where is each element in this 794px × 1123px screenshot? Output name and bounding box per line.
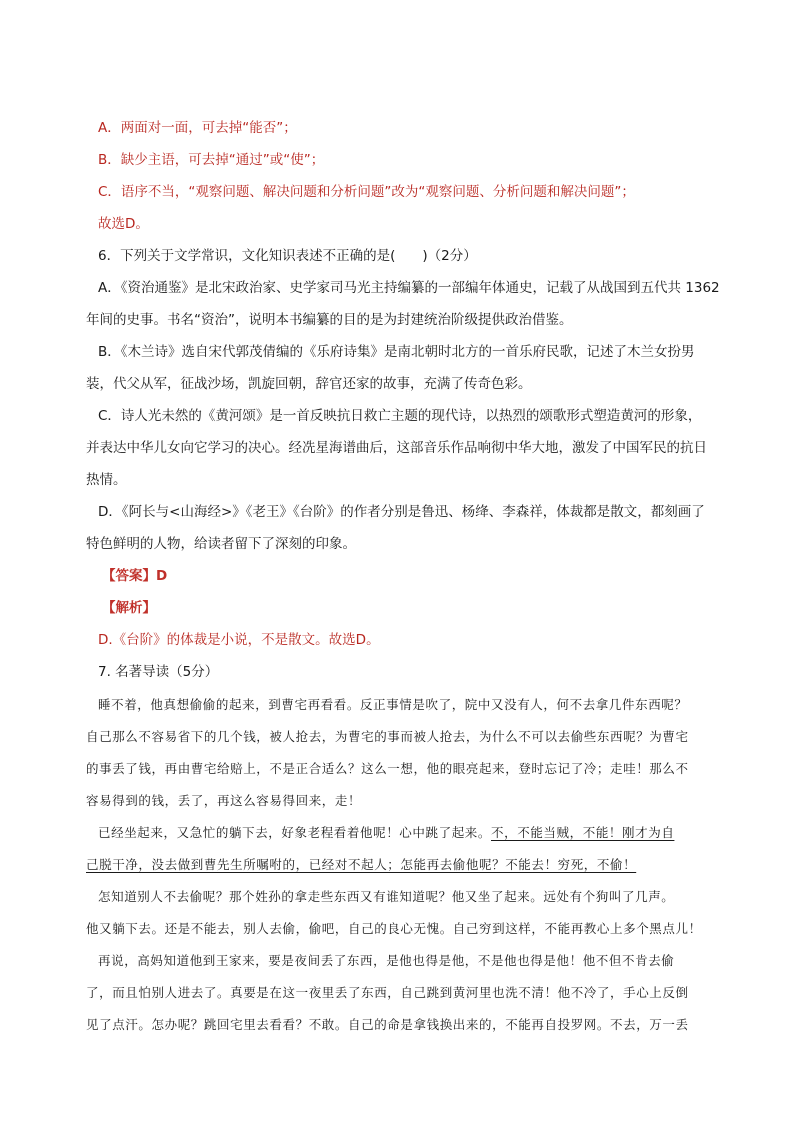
- q7-p1-line2: 自己那么不容易省下的几个钱，被人抢去，为曹宅的事而被人抢去，为什么不可以去偷些东西呢？为曹宅: [86, 728, 689, 744]
- q6-option-b-line2: 装，代父从军，征战沙场，凯旋回朝，辞官还家的故事，充满了传奇色彩。: [86, 375, 532, 392]
- prev-option-b: B．缺少主语，可去掉“通过”或“使”；: [98, 151, 325, 168]
- q7-p1-line1: 睡不着，他真想偷偷的起来，到曹宅再看看。反正事情是吹了，院中又没有人，何不去拿几件东西呢？: [98, 696, 688, 712]
- q6-option-c-line2: 并表达中华儿女向它学习的决心。经冼星海谱曲后，这部音乐作品响彻中华大地，激发了中国军民的抗日: [86, 439, 707, 456]
- q6-option-a-line1: A．《资治通鉴》是北宋政治家、史学家司马光主持编纂的一部编年体通史，记载了从战国到五代共 1362: [98, 279, 720, 296]
- prev-option-c: C．语序不当，“观察问题、解决问题和分析问题”改为“观察问题、分析问题和解决问题”；: [98, 183, 635, 200]
- q7-p4-line2: 了，而且怕别人进去了。真要是在这一夜里丢了东西，自己跳到黄河里也洗不清！他不冷了，手心上反倒: [86, 984, 689, 1000]
- q6-option-b-line1: B．《木兰诗》选自宋代郭茂倩编的《乐府诗集》是南北朝时北方的一首乐府民歌，记述了木兰女扮男: [98, 343, 695, 360]
- q6-stem: 6．下列关于文学常识，文化知识表述不正确的是( )（2分）: [98, 247, 477, 264]
- q6-analysis-label: 【解析】: [102, 599, 156, 616]
- q7-stem: 7. 名著导读（5分）: [98, 663, 219, 680]
- q6-option-d-line2: 特色鲜明的人物，给读者留下了深刻的印象。: [86, 535, 356, 552]
- q7-p3-line1: 怎知道别人不去偷呢？那个姓孙的拿走些东西又有谁知道呢？他又坐了起来。远处有个狗叫了几声。: [98, 888, 675, 904]
- q7-p2-line1-underlined: 不，不能当贼，不能！刚才为自: [491, 824, 675, 840]
- q7-p4-line3: 见了点汗。怎办呢？跳回宅里去看看？不敢。自己的命是拿钱换出来的，不能再自投罗网。不去，万一丢: [86, 1016, 689, 1032]
- q7-p1-line4: 容易得到的钱，丢了，再这么容易得回来，走！: [86, 792, 362, 808]
- document-page: [86, 96, 726, 1040]
- q7-p2-line1: [98, 818, 674, 847]
- q6-option-a-line2: 年间的史事。书名“资治”，说明本书编纂的目的是为封建统治阶级提供政治借鉴。: [86, 311, 573, 328]
- q7-p3-line2: 他又躺下去。还是不能去，别人去偷，偷吧，自己的良心无愧。自己穷到这样，不能再教心上多个黑点儿！: [86, 920, 702, 936]
- q6-answer: 【答案】D: [102, 567, 168, 584]
- q7-p2-line2: 己脱干净，没去做到曹先生所嘱咐的，已经对不起人；怎能再去偷他呢？不能去！穷死，不偷！: [86, 856, 637, 872]
- q6-option-d-line1: D．《阿长与<山海经>》《老王》《台阶》的作者分别是鲁迅、杨绛、李森祥，体裁都是散文，都刻画了: [98, 503, 705, 520]
- q7-p4-line1: 再说，高妈知道他到王家来，要是夜间丢了东西，是他也得是他，不是他也得是他！他不但不肯去偷: [98, 952, 675, 968]
- prev-conclusion: 故选D。: [98, 215, 149, 232]
- q6-analysis-text: D.《台阶》的体裁是小说，不是散文。故选D。: [98, 631, 380, 648]
- q7-p2-line1-plain: 已经坐起来，又急忙的躺下去，好象老程看着他呢！心中跳了起来。: [98, 824, 492, 840]
- question-7: [86, 656, 726, 1040]
- prev-option-a: A．两面对一面，可去掉“能否”；: [98, 119, 297, 136]
- q6-option-c-line1: C．诗人光未然的《黄河颂》是一首反映抗日救亡主题的现代诗，以热烈的颂歌形式塑造黄河的形象，: [98, 407, 702, 424]
- question-6: [86, 240, 726, 656]
- q6-option-c-line3: 热情。: [86, 471, 127, 488]
- q7-p1-line3: 的事丢了钱，再由曹宅给赔上，不是正合适么？这么一想，他的眼亮起来，登时忘记了冷；走哇！那么不: [86, 760, 689, 776]
- prev-analysis: [98, 96, 726, 240]
